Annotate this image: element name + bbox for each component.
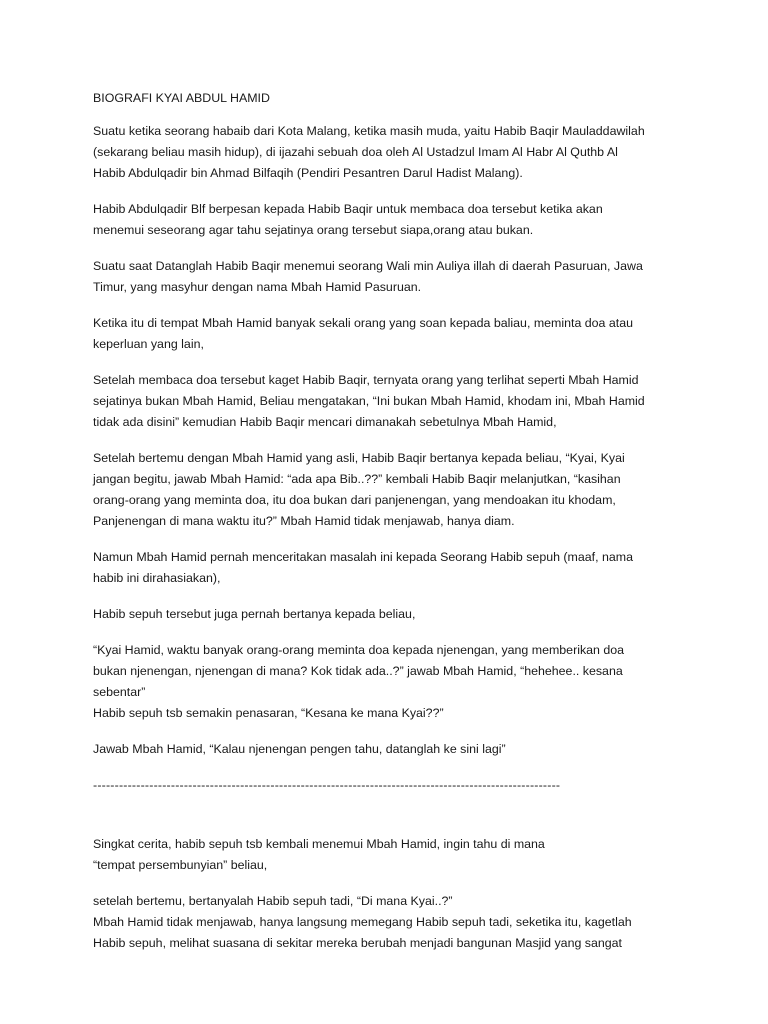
paragraph-8: Habib sepuh tersebut juga pernah bertanya kepada beliau, <box>93 607 416 621</box>
separator-line: ------------------------------------------------------------------------------------------------------------ <box>93 778 561 792</box>
quote-block: “Kyai Hamid, waktu banyak orang-orang meminta doa kepada njenengan, yang memberikan doa bukan njenengan, njenengan di mana? Kok tidak ada..?” jawab Mbah Hamid, “hehehee.. kesana sebentar” Habib sepuh tsb semakin penasaran, “Kesana ke mana Kyai??” <box>93 643 625 720</box>
paragraph-3: Suatu saat Datanglah Habib Baqir menemui seorang Wali min Auliya illah di daerah Pasuruan, Jawa Timur, yang masyhur dengan nama Mbah Hamid Pasuruan. <box>93 259 643 294</box>
answer-paragraph: Jawab Mbah Hamid, “Kalau njenengan pengen tahu, datanglah ke sini lagi” <box>93 742 506 756</box>
paragraph-7: Namun Mbah Hamid pernah menceritakan masalah ini kepada Seorang Habib sepuh (maaf, nama habib ini dirahasiakan), <box>93 550 633 585</box>
paragraph-4: Ketika itu di tempat Mbah Hamid banyak sekali orang yang soan kepada baliau, meminta doa atau keperluan yang lain, <box>93 316 634 351</box>
document-page <box>93 88 693 954</box>
paragraph-after-1: Singkat cerita, habib sepuh tsb kembali menemui Mbah Hamid, ingin tahu di mana “tempat persembunyian” beliau, <box>93 837 545 872</box>
paragraph-after-2: setelah bertemu, bertanyalah Habib sepuh tadi, “Di mana Kyai..?” Mbah Hamid tidak menjawab, hanya langsung memegang Habib sepuh tadi, seketika itu, kagetlah Habib sepuh, melihat suasana di sekitar mereka berubah menjadi bangunan Masjid yang sangat <box>93 894 632 950</box>
document-title: BIOGRAFI KYAI ABDUL HAMID <box>93 91 270 105</box>
paragraph-5: Setelah membaca doa tersebut kaget Habib Baqir, ternyata orang yang terlihat seperti Mbah Hamid sejatinya bukan Mbah Hamid, Beliau mengatakan, “Ini bukan Mbah Hamid, khodam ini, Mbah Hamid tidak ada disini” kemudian Habib Baqir mencari dimanakah sebetulnya Mbah Hamid, <box>93 373 645 429</box>
paragraph-6: Setelah bertemu dengan Mbah Hamid yang asli, Habib Baqir bertanya kepada beliau, “Kyai, Kyai jangan begitu, jawab Mbah Hamid: “ada apa Bib..??” kembali Habib Baqir melanjutkan, “kasihan orang-orang yang meminta doa, itu doa bukan dari panjenengan, yang mendoakan itu khodam, Panjenengan di mana waktu itu?” Mbah Hamid tidak menjawab, hanya diam. <box>93 451 625 528</box>
paragraph-1: Suatu ketika seorang habaib dari Kota Malang, ketika masih muda, yaitu Habib Baqir Mauladdawilah (sekarang beliau masih hidup), di ijazahi sebuah doa oleh Al Ustadzul Imam Al Habr Al Quthb Al Habib Abdulqadir bin Ahmad Bilfaqih (Pendiri Pesantren Darul Hadist Malang). <box>93 124 645 180</box>
paragraph-2: Habib Abdulqadir Blf berpesan kepada Habib Baqir untuk membaca doa tersebut ketika akan menemui seseorang agar tahu sejatinya orang tersebut siapa,orang atau bukan. <box>93 202 603 237</box>
